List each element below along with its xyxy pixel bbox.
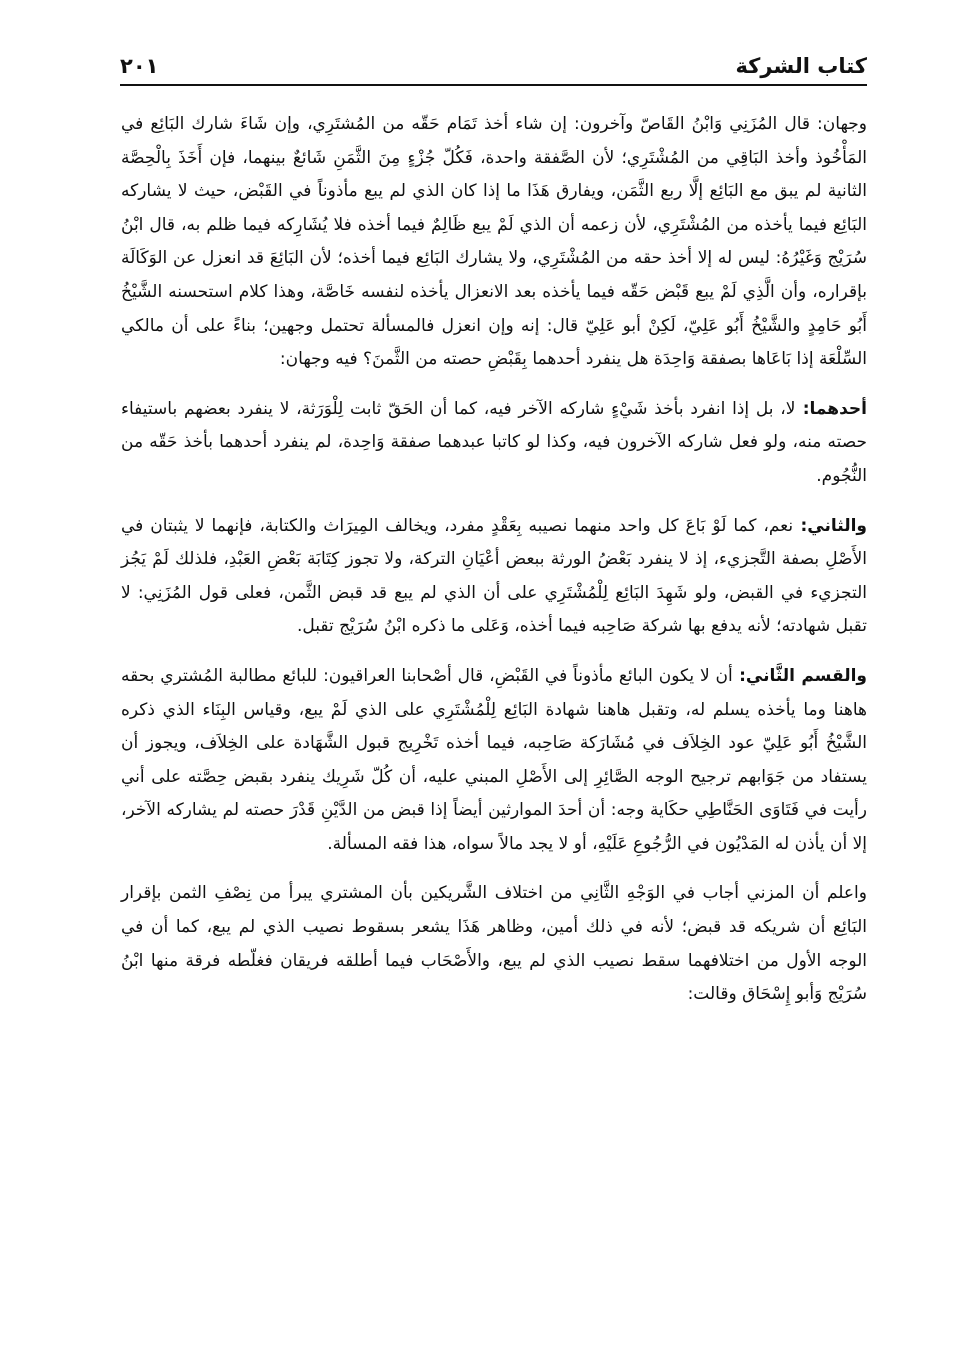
paragraph-lead: والثاني: bbox=[793, 515, 867, 536]
running-header bbox=[120, 40, 867, 86]
paragraph-intro bbox=[121, 108, 867, 377]
paragraph-lead: والقسم الثَّاني: bbox=[732, 665, 867, 686]
paragraph-lead: أحدهما: bbox=[795, 398, 867, 419]
paragraph-first-view bbox=[121, 393, 867, 494]
paragraph-text: وجهان: قال المُزَنِي وَابْنُ القَاصّ وآخرون: إن شاء أخذ تَمَام حَقّه من المُشتَرِي، وإن شَاءَ شارك البَائِع في المَأْخُوذ وأخذ البَاقِي من المُشْتَرِي؛ لأن الصَّفقة واحدة، فَكُلّ جُزْءٍ مِنَ الثَّمَنِ شَائعٌ بينهما، فإن أَخَذَ بِالْحِصَّة الثانية لم يبق مع البَائِع إلَّا ربع الثَّمَن، ويفارق هَذَا ما إذا كان الذي لم يبع مأذوناً في القَبْض، حيث لا يشاركه البَائِع فيما يأخذه من المُشْتَرِي، لأن زعمه أن الذي لَمْ يبع ظَالِمٌ فيما أخذه فلا يُشَارِكه فيما ظلم به، قال ابْنُ سُرَيْج وَغَيْرُهُ: ليس له إلا أخذ حقه من المُشْتَرِي، ولا يشارك البَائِع فيما أخذه؛ لأن البَائِعَ قد انعزل عن الوَكَالَة بإقراره، وأن الَّذِي لَمْ يبع قَبْض حَقّه فيما يأخذه بعد الانعزال يأخذه لنفسه خَاصَّة، وهذا كلام استحسنه الشَّيْخُ أَبُو حَامِدٍ والشَّيْخُ أَبُو عَلِيّ، لَكِنْ أبو عَلِيّ قال: إنه وإن انعزل فالمسألة تحتمل وجهين؛ بناءً على أن مالكي السِّلْعَة إذا بَاعَاها بصفقة وَاحِدَة هل ينفرد أحدهما بِقَبْضِ حصته من الثَّمنَ؟ فيه وجهان: bbox=[121, 114, 867, 370]
paragraph-text: لا، بل إذا انفرد بأخذ شَيْءٍ شاركه الآخر فيه، كما أن الحَقّ ثابت لِلْوَرَثة، لا ينفرد بعضهم باستيفاء حصته منه، ولو فعل شاركه الآخرون فيه، وكذا لو كاتبا عبدهما صفقة وَاحِدة، لم ينفرد أحدهما بأخذ حَقّه من النُّجُوم. bbox=[121, 398, 867, 486]
page-number: ٢٠١ bbox=[120, 54, 159, 78]
body-text bbox=[121, 108, 867, 1026]
paragraph-text: نعم، كما لَوْ بَاعَ كل واحد منهما نصيبه بِعَقْدٍ مفرد، ويخالف المِيرَاث والكتابة، فإنهما لا يثبتان في الأَصْلِ بصفة التَّجزيء، إذ لا ينفرد بَعْضُ الورثة ببعض أعْيَانِ التركة، ولا تجوز كِتَابَة بَعْضِ العَبْدِ، فلذلك لَمْ يَجُز التجزيء في القبض، ولو شَهِدَ البَائِع لِلْمُشْتَرِي على أن الذي لم يبع قد قبض الثَّمن، فعلى قول المُزَنِي: لا تقبل شهادته؛ لأنه يدفع بها شركة صَاحِبه فيما أخذه، وَعَلى ما ذكره ابْنُ سُرَيْج تقبل. bbox=[121, 515, 867, 637]
chapter-title: كتاب الشركة bbox=[735, 54, 867, 78]
paragraph-text: واعلم أن المزني أجاب في الوَجْهِ الثَّانِي من اختلاف الشَّريكين بأن المشتري يبرأ من نِصْفِ الثمن بإقرار البَائِع أن شريكه قد قبض؛ لأنه في ذلك أمين، وظاهر هَذَا يشعر بسقوط نصيب الذي لم يبع، كما أن في الوجه الأول من اختلافهما سقط نصيب الذي لم يبع، والأَصْحَاب فيما أطلقه فريقان فغلّطه فرقة منها ابْنُ سُرَيْج وَأبو إِسْحَاق وقالت: bbox=[121, 883, 867, 1005]
paragraph-second-view bbox=[121, 510, 867, 644]
paragraph-text: أن لا يكون البائع مأذوناً في القَبْضِ، قال أصْحابنا العراقيون: للبائع مطالبة المُشتري بحقه هاهنا وما يأخذه يسلم له، وتقبل هاهنا شهادة البَائِع لِلْمُشْتَرِي على الذي لَمْ يبع، وقياس البِنَاء الذي ذكره الشَّيْخُ أَبُو عَلِيّ عود الخِلاَف في مُشَارَكة صَاحِبه، فيما أخذه تَخْرِيج قبول الشَّهَادة على الخِلاَف، ويجوز أن يستفاد من جَوَابهم ترجيح الوجه الصَّائِرِ إلى الأَصْلِ المبني عليه، أن كُلّ شَرِيك ينفرد بقبض حِصَّته على أني رأيت في فَتَاوَى الحَنَّاطِي حكَاية وجه: أن أحدَ الموارثين أيضاً إذا قبض من الدَّيْنِ قَدْرَ حصته لم يشاركه الآخر، إلا أن يأذن له المَدْيُون في الرُّجُوعِ عَلَيْهِ، أو لا يجد مالاً سواه، هذا فقه المسألة. bbox=[121, 665, 867, 854]
paragraph-closing bbox=[121, 877, 867, 1011]
paragraph-second-section bbox=[121, 660, 867, 862]
